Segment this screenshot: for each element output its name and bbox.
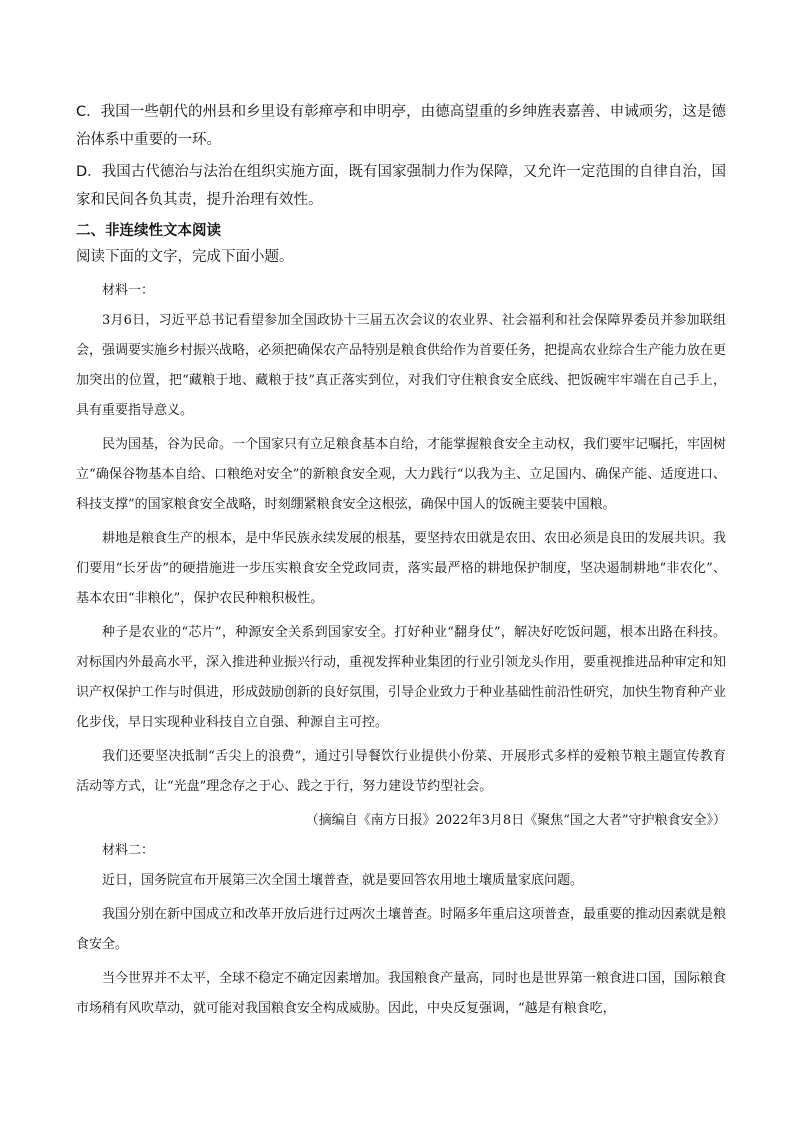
paragraph: 3月6日，习近平总书记看望参加全国政协十三届五次会议的农业界、社会福利和社会保障界委员并参加联组会，强调要实施乡村振兴战略，必须把确保农产品特别是粮食供给作为首要任务，把提高农业综合生产能力放在更加突出的位置，把“藏粮于地、藏粮于技”真正落实到位，对我们守住粮食安全底线、把饭碗牢牢端在自己手上，具有重要指导意义。 [76, 313, 727, 418]
option-c: C．我国一些朝代的州县和乡里设有彰瘅亭和申明亭，由德高望重的乡绅旌表嘉善、申诫顽劣，这是德治体系中重要的一环。 [76, 104, 726, 148]
paragraph: 我国分别在新中国成立和改革开放后进行过两次土壤普查。时隔多年重启这项普查，最重要的推动因素就是粮食安全。 [76, 907, 727, 952]
paragraph: 当今世界并不太平，全球不稳定不确定因素增加。我国粮食产量高，同时也是世界第一粮食进口国，国际粮食市场稍有风吹草动，就可能对我国粮食安全构成威胁。因此，中央反复强调，“越是有粮食吃， [76, 971, 727, 1016]
material-one [76, 276, 726, 836]
paragraph: 种子是农业的“芯片”，种源安全关系到国家安全。打好种业“翻身仗”，解决好吃饭问题，根本出路在科技。对标国内外最高水平，深入推进种业振兴行动，重视发挥种业集团的行业引领龙头作用，要重视推进品种审定和知识产权保护工作与时俱进，形成鼓励创新的良好氛围，引导企业致力于种业基础性前沿性研究，加快生物育种产业化步伐，早日实现种业科技自立自强、种源自主可控。 [76, 625, 727, 730]
paragraph: 耕地是粮食生产的根本，是中华民族永续发展的根基，要坚持农田就是农田、农田必须是良田的发展共识。我们要用“长牙齿”的硬措施进一步压实粮食安全党政同责，落实最严格的耕地保护制度，坚决遏制耕地“非农化”、基本农田“非粮化”，保护农民种粮积极性。 [76, 531, 727, 606]
paragraph: 民为国基，谷为民命。一个国家只有立足粮食基本自给，才能掌握粮食安全主动权，我们要牢记嘱托，牢固树立“确保谷物基本自给、口粮绝对安全”的新粮食安全观，大力践行“以我为主、立足国内、确保产能、适度进口、科技支撑”的国家粮食安全战略，时刻绷紧粮食安全这根弦，确保中国人的饭碗主要装中国粮。 [76, 437, 727, 512]
material-one-title: 材料一： [102, 283, 155, 298]
section-title: 二、非连续性文本阅读 [76, 223, 221, 239]
document-page [76, 98, 726, 1028]
section-instruction: 阅读下面的文字，完成下面小题。 [76, 249, 294, 265]
source-citation: （摘编自《南方日报》2022年3月8日《聚焦“国之大者”守护粮食安全》） [305, 813, 726, 828]
material-two [76, 836, 726, 1024]
paragraph: 我们还要坚决抵制“舌尖上的浪费”，通过引导餐饮行业提供小份菜、开展形式多样的爱粮节粮主题宣传教育活动等方式，让“光盘”理念存之于心、践之于行，努力建设节约型社会。 [76, 749, 726, 794]
option-d: D．我国古代德治与法治在组织实施方面，既有国家强制力作为保障，又允许一定范围的自律自治，国家和民间各负其责，提升治理有效性。 [76, 164, 726, 208]
material-two-title: 材料二： [102, 843, 155, 858]
paragraph: 近日，国务院宣布开展第三次全国土壤普查，就是要回答农用地土壤质量家底问题。 [102, 873, 584, 888]
